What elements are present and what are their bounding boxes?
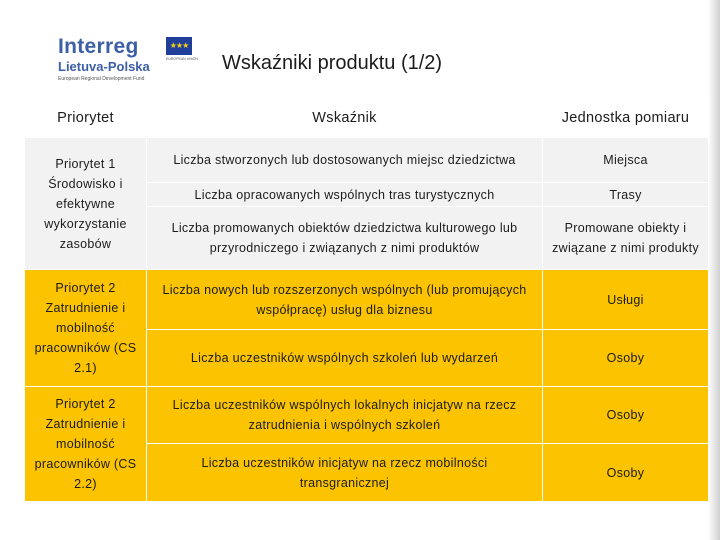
table-header-row <box>25 98 709 138</box>
unit-cell: Promowane obiekty i związane z nimi produkty <box>543 207 709 270</box>
indicator-cell: Liczba promowanych obiektów dziedzictwa kulturowego lub przyrodniczego i związanych z nimi produktów <box>147 207 543 270</box>
logo-wordmark: Interreg <box>58 35 139 58</box>
table-row <box>25 138 709 183</box>
unit-cell: Osoby <box>543 330 709 387</box>
indicators-table <box>24 97 709 502</box>
slide-title: Wskaźniki produktu (1/2) <box>222 52 443 74</box>
header-indicator: Wskaźnik <box>147 98 543 138</box>
indicator-cell: Liczba uczestników inicjatyw na rzecz mobilności transgranicznej <box>147 444 543 502</box>
unit-cell: Osoby <box>543 387 709 444</box>
indicator-cell: Liczba uczestników wspólnych lokalnych inicjatyw na rzecz zatrudnienia i wspólnych szkoleń <box>147 387 543 444</box>
indicator-cell: Liczba uczestników wspólnych szkoleń lub wydarzeń <box>147 330 543 387</box>
table-row <box>25 270 709 330</box>
header-priority: Priorytet <box>25 98 147 138</box>
unit-cell: Usługi <box>543 270 709 330</box>
indicator-cell: Liczba stworzonych lub dostosowanych miejsc dziedzictwa <box>147 138 543 183</box>
unit-cell: Trasy <box>543 183 709 207</box>
interreg-logo <box>58 36 198 82</box>
logo-programme: Lietuva-Polska <box>58 59 150 74</box>
indicator-cell: Liczba nowych lub rozszerzonych wspólnych (lub promujących współpracę) usług dla biznesu <box>147 270 543 330</box>
edge-decoration <box>708 0 720 540</box>
priority-cell: Priorytet 2 Zatrudnienie i mobilność pracowników (CS 2.2) <box>25 387 147 502</box>
priority-cell: Priorytet 1 Środowisko i efektywne wykorzystanie zasobów <box>25 138 147 270</box>
logo-tagline: European Regional Development Fund <box>58 76 145 82</box>
unit-cell: Miejsca <box>543 138 709 183</box>
header-unit: Jednostka pomiaru <box>543 98 709 138</box>
eu-flag-icon: ★★★ <box>166 37 192 55</box>
unit-cell: Osoby <box>543 444 709 502</box>
table-row <box>25 387 709 444</box>
eu-flag-caption: EUROPEAN UNION <box>166 57 198 61</box>
priority-cell: Priorytet 2 Zatrudnienie i mobilność pracowników (CS 2.1) <box>25 270 147 387</box>
indicator-cell: Liczba opracowanych wspólnych tras turystycznych <box>147 183 543 207</box>
